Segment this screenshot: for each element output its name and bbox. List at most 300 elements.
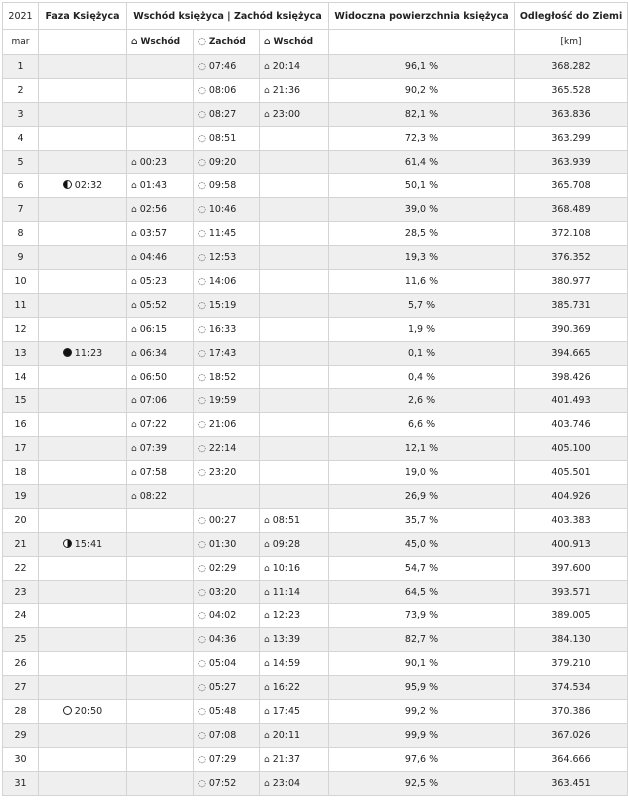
phase-cell — [39, 55, 127, 79]
moonset-icon: ◌ — [198, 778, 206, 789]
phase-time: 02:32 — [74, 180, 103, 192]
moonrise-cell-2 — [260, 102, 329, 126]
moonrise-icon: ⌂ — [131, 181, 137, 192]
moonrise-cell-time: 08:22 — [139, 490, 168, 502]
visible-surface-cell: 0,1 % — [329, 341, 515, 365]
moonset-label: Zachód — [208, 37, 246, 47]
moonset-icon: ◌ — [198, 754, 206, 765]
visible-surface-cell: 82,1 % — [329, 102, 515, 126]
moonset-cell — [194, 604, 260, 628]
distance-cell: 390.369 — [515, 317, 628, 341]
visible-surface-cell: 61,4 % — [329, 150, 515, 174]
visible-surface-cell: 99,9 % — [329, 723, 515, 747]
visible-surface-cell: 54,7 % — [329, 556, 515, 580]
distance-cell: 404.926 — [515, 485, 628, 509]
moonrise-cell-2 — [260, 676, 329, 700]
moonrise-icon: ⌂ — [131, 324, 137, 335]
visible-surface-cell: 95,9 % — [329, 676, 515, 700]
table-row — [3, 580, 628, 604]
moonrise-cell — [127, 508, 194, 532]
table-row — [3, 78, 628, 102]
distance-cell: 376.352 — [515, 246, 628, 270]
phase-cell — [39, 747, 127, 771]
moonset-icon: ◌ — [198, 611, 206, 622]
visible-surface-cell: 92,5 % — [329, 771, 515, 795]
moonrise-icon: ⌂ — [264, 659, 270, 670]
moonrise-cell-time: 01:43 — [139, 180, 168, 192]
moonset-icon: ◌ — [198, 706, 206, 717]
moonrise-cell — [127, 437, 194, 461]
moonrise-cell-2-time: 11:14 — [272, 586, 301, 598]
moonset-icon: ◌ — [198, 420, 206, 431]
moonrise-cell-2 — [260, 461, 329, 485]
visible-surface-cell: 96,1 % — [329, 55, 515, 79]
table-row — [3, 676, 628, 700]
phase-cell — [39, 198, 127, 222]
moonrise-icon: ⌂ — [131, 253, 137, 264]
moonrise-subheader — [127, 30, 194, 55]
moonrise-cell-2 — [260, 389, 329, 413]
table-row — [3, 652, 628, 676]
moonrise-cell — [127, 628, 194, 652]
moonset-cell-time: 12:53 — [208, 252, 237, 264]
moonrise-cell — [127, 317, 194, 341]
moonrise-icon: ⌂ — [264, 611, 270, 622]
distance-cell: 363.299 — [515, 126, 628, 150]
moonset-cell-time: 17:43 — [208, 347, 237, 359]
table-row — [3, 771, 628, 795]
moonset-cell — [194, 652, 260, 676]
moonrise-cell-2 — [260, 341, 329, 365]
visible-surface-cell: 28,5 % — [329, 222, 515, 246]
phase-cell — [39, 341, 127, 365]
moonset-cell-time: 03:20 — [208, 586, 237, 598]
moonrise-icon: ⌂ — [131, 444, 137, 455]
moonrise-icon: ⌂ — [131, 491, 137, 502]
moonrise-cell-time: 07:58 — [139, 467, 168, 479]
moonrise-label: Wschód — [140, 37, 181, 47]
day-cell: 27 — [3, 676, 39, 700]
moonset-icon: ◌ — [198, 348, 206, 359]
day-cell: 9 — [3, 246, 39, 270]
moonset-icon: ◌ — [198, 515, 206, 526]
distance-cell: 405.100 — [515, 437, 628, 461]
moonset-icon: ◌ — [198, 730, 206, 741]
moonset-cell — [194, 556, 260, 580]
moonrise-cell — [127, 293, 194, 317]
visible-surface-cell: 2,6 % — [329, 389, 515, 413]
moonset-icon: ◌ — [198, 181, 206, 192]
new-moon-icon — [63, 348, 72, 357]
phase-subheader — [39, 30, 127, 55]
moonset-cell-time: 16:33 — [208, 323, 237, 335]
moonset-icon: ◌ — [198, 396, 206, 407]
moonset-icon: ◌ — [198, 324, 206, 335]
moonrise-cell — [127, 198, 194, 222]
moonrise-cell-2 — [260, 198, 329, 222]
moonrise-cell-2 — [260, 317, 329, 341]
moonrise-icon: ⌂ — [131, 396, 137, 407]
moonrise-cell-2 — [260, 78, 329, 102]
moonrise-cell-2 — [260, 126, 329, 150]
moonrise-cell-2 — [260, 628, 329, 652]
visible-surface-cell: 45,0 % — [329, 532, 515, 556]
moonset-cell-time: 00:27 — [208, 514, 237, 526]
distance-cell: 389.005 — [515, 604, 628, 628]
phase-time: 20:50 — [74, 705, 103, 717]
day-cell: 7 — [3, 198, 39, 222]
phase-cell — [39, 365, 127, 389]
moonrise-cell-2 — [260, 580, 329, 604]
moonset-icon: ◌ — [198, 635, 206, 646]
moonrise-cell-time: 03:57 — [139, 228, 168, 240]
table-row — [3, 341, 628, 365]
visible-surface-cell: 73,9 % — [329, 604, 515, 628]
phase-cell — [39, 174, 127, 198]
phase-cell — [39, 508, 127, 532]
moonset-cell — [194, 771, 260, 795]
moonrise-cell-2 — [260, 485, 329, 509]
table-row — [3, 365, 628, 389]
moonrise-cell-2 — [260, 700, 329, 724]
moonrise-cell-2 — [260, 604, 329, 628]
day-cell: 19 — [3, 485, 39, 509]
day-cell: 26 — [3, 652, 39, 676]
phase-cell — [39, 222, 127, 246]
moonrise-icon: ⌂ — [264, 683, 270, 694]
table-row — [3, 126, 628, 150]
moonset-cell-time: 08:06 — [208, 84, 237, 96]
visible-surface-cell: 6,6 % — [329, 413, 515, 437]
moonrise-cell — [127, 556, 194, 580]
day-cell: 30 — [3, 747, 39, 771]
moonrise-icon: ⌂ — [131, 348, 137, 359]
visible-surface-cell: 5,7 % — [329, 293, 515, 317]
moonset-cell-time: 05:48 — [208, 705, 237, 717]
moonrise-cell-time: 05:23 — [139, 275, 168, 287]
moonrise-cell — [127, 126, 194, 150]
visible-surface-cell: 19,0 % — [329, 461, 515, 485]
moonset-icon: ◌ — [198, 61, 206, 72]
moonset-cell — [194, 126, 260, 150]
day-cell: 17 — [3, 437, 39, 461]
moonrise-cell — [127, 652, 194, 676]
moonrise-cell-2 — [260, 55, 329, 79]
moonrise-cell — [127, 532, 194, 556]
table-row — [3, 174, 628, 198]
day-cell: 29 — [3, 723, 39, 747]
moonset-icon: ◌ — [198, 109, 206, 120]
moonset-cell-time: 22:14 — [208, 443, 237, 455]
table-row — [3, 150, 628, 174]
phase-cell — [39, 150, 127, 174]
moonset-icon: ◌ — [198, 372, 206, 383]
moonset-cell — [194, 461, 260, 485]
moonrise-cell — [127, 485, 194, 509]
moonrise-cell-time: 06:34 — [139, 347, 168, 359]
distance-cell: 370.386 — [515, 700, 628, 724]
moonrise-cell — [127, 78, 194, 102]
moonrise-cell — [127, 771, 194, 795]
moonset-icon: ◌ — [198, 229, 206, 240]
moonrise-cell-2 — [260, 413, 329, 437]
phase-cell — [39, 723, 127, 747]
moonrise-cell-time: 07:39 — [139, 443, 168, 455]
moonset-icon: ◌ — [198, 563, 206, 574]
table-row — [3, 198, 628, 222]
moonrise-cell-time: 05:52 — [139, 299, 168, 311]
moonrise-cell — [127, 461, 194, 485]
table-row — [3, 270, 628, 294]
moonrise-cell — [127, 747, 194, 771]
last-moon-icon — [63, 180, 72, 189]
day-cell: 18 — [3, 461, 39, 485]
moonrise-icon: ⌂ — [264, 730, 270, 741]
moonrise-cell — [127, 389, 194, 413]
moonrise-icon: ⌂ — [264, 754, 270, 765]
visible-surface-cell: 26,9 % — [329, 485, 515, 509]
day-cell: 20 — [3, 508, 39, 532]
distance-cell: 363.939 — [515, 150, 628, 174]
distance-cell: 385.731 — [515, 293, 628, 317]
moonset-cell-time: 19:59 — [208, 395, 237, 407]
year-header: 2021 — [3, 3, 39, 30]
moonrise-cell — [127, 102, 194, 126]
moonset-cell-time: 21:06 — [208, 419, 237, 431]
moonrise-cell — [127, 222, 194, 246]
moonrise-cell-2 — [260, 652, 329, 676]
phase-cell — [39, 78, 127, 102]
moonset-cell-time: 07:52 — [208, 777, 237, 789]
moonset-cell — [194, 293, 260, 317]
header-row-sub — [3, 30, 628, 55]
moonset-cell-time: 05:04 — [208, 658, 237, 670]
distance-cell: 363.836 — [515, 102, 628, 126]
day-cell: 6 — [3, 174, 39, 198]
visible-surface-cell: 11,6 % — [329, 270, 515, 294]
phase-cell — [39, 652, 127, 676]
table-row — [3, 55, 628, 79]
moonset-icon: ◌ — [198, 205, 206, 216]
day-cell: 22 — [3, 556, 39, 580]
moonset-icon: ◌ — [198, 659, 206, 670]
rise-set-header: Wschód księżyca | Zachód księżyca — [127, 3, 329, 30]
visible-surface-cell: 90,1 % — [329, 652, 515, 676]
moonset-cell — [194, 341, 260, 365]
moonset-icon: ◌ — [198, 587, 206, 598]
day-cell: 8 — [3, 222, 39, 246]
first-moon-icon — [63, 539, 72, 548]
day-cell: 24 — [3, 604, 39, 628]
distance-cell: 384.130 — [515, 628, 628, 652]
visible-surface-subheader — [329, 30, 515, 55]
moonrise-cell-2 — [260, 747, 329, 771]
moonset-cell — [194, 55, 260, 79]
moonrise-cell-2-time: 12:23 — [272, 610, 301, 622]
moonrise-cell — [127, 723, 194, 747]
moonset-cell — [194, 747, 260, 771]
moonrise-cell-2 — [260, 771, 329, 795]
phase-cell — [39, 676, 127, 700]
visible-surface-cell: 97,6 % — [329, 747, 515, 771]
table-row — [3, 317, 628, 341]
moonrise-cell-2-time: 13:39 — [272, 634, 301, 646]
moonrise-icon: ⌂ — [264, 778, 270, 789]
phase-cell — [39, 580, 127, 604]
moonset-cell — [194, 317, 260, 341]
moonset-cell-time: 07:46 — [208, 60, 237, 72]
moonrise-cell-2 — [260, 437, 329, 461]
table-row — [3, 413, 628, 437]
phase-cell — [39, 461, 127, 485]
day-cell: 16 — [3, 413, 39, 437]
moonset-icon: ◌ — [198, 539, 206, 550]
phase-cell — [39, 126, 127, 150]
phase-cell — [39, 102, 127, 126]
moonset-cell — [194, 270, 260, 294]
phase-cell — [39, 604, 127, 628]
moonset-cell — [194, 532, 260, 556]
moonrise-cell — [127, 580, 194, 604]
moonset-icon: ◌ — [198, 276, 206, 287]
day-cell: 31 — [3, 771, 39, 795]
moonrise-cell-2 — [260, 508, 329, 532]
moonrise-cell-2 — [260, 222, 329, 246]
distance-cell: 363.451 — [515, 771, 628, 795]
distance-cell: 394.665 — [515, 341, 628, 365]
moonrise-cell-2-time: 17:45 — [272, 705, 301, 717]
visible-surface-cell: 12,1 % — [329, 437, 515, 461]
day-cell: 21 — [3, 532, 39, 556]
distance-cell: 401.493 — [515, 389, 628, 413]
day-cell: 2 — [3, 78, 39, 102]
phase-cell — [39, 771, 127, 795]
moonrise-icon: ⌂ — [131, 276, 137, 287]
moonset-icon: ◌ — [198, 300, 206, 311]
moonset-cell-time: 02:29 — [208, 562, 237, 574]
distance-cell: 368.489 — [515, 198, 628, 222]
table-row — [3, 604, 628, 628]
moonrise-icon: ⌂ — [264, 37, 271, 47]
moonset-cell — [194, 246, 260, 270]
table-row — [3, 508, 628, 532]
moonrise-cell-2 — [260, 365, 329, 389]
moonrise-cell-time: 04:46 — [139, 252, 168, 264]
moonrise-cell-2 — [260, 723, 329, 747]
day-cell: 11 — [3, 293, 39, 317]
day-cell: 10 — [3, 270, 39, 294]
table-row — [3, 556, 628, 580]
moonrise-icon: ⌂ — [264, 85, 270, 96]
moon-calendar-table — [2, 2, 628, 796]
moonrise-cell-2-time: 08:51 — [272, 514, 301, 526]
moonrise-cell — [127, 365, 194, 389]
moonset-cell — [194, 78, 260, 102]
moonrise-cell — [127, 150, 194, 174]
header-row-main — [3, 3, 628, 30]
table-row — [3, 293, 628, 317]
distance-cell: 374.534 — [515, 676, 628, 700]
moonset-cell — [194, 102, 260, 126]
phase-header: Faza Księżyca — [39, 3, 127, 30]
moonset-icon: ◌ — [198, 468, 206, 479]
moonrise-icon: ⌂ — [131, 300, 137, 311]
moonrise-cell-2 — [260, 270, 329, 294]
visible-surface-cell: 99,2 % — [329, 700, 515, 724]
moonrise-cell-2 — [260, 293, 329, 317]
phase-cell — [39, 270, 127, 294]
moonset-cell-time: 08:27 — [208, 108, 237, 120]
full-moon-icon — [63, 706, 72, 715]
phase-cell — [39, 532, 127, 556]
moonset-icon: ◌ — [198, 253, 206, 264]
moonset-icon: ◌ — [198, 683, 206, 694]
moonset-cell — [194, 222, 260, 246]
moonrise-cell — [127, 55, 194, 79]
moonrise-icon: ⌂ — [131, 372, 137, 383]
distance-cell: 403.746 — [515, 413, 628, 437]
phase-cell — [39, 246, 127, 270]
visible-surface-cell: 19,3 % — [329, 246, 515, 270]
moonrise-cell-2-time: 20:11 — [272, 729, 301, 741]
moonrise-icon: ⌂ — [264, 61, 270, 72]
moonrise-icon: ⌂ — [131, 157, 137, 168]
moonrise-cell-2 — [260, 556, 329, 580]
phase-cell — [39, 628, 127, 652]
moonrise-icon: ⌂ — [264, 515, 270, 526]
moonset-cell-time: 09:20 — [208, 156, 237, 168]
moonrise-icon: ⌂ — [131, 420, 137, 431]
moonrise-cell-2-time: 21:37 — [272, 753, 301, 765]
table-row — [3, 102, 628, 126]
moonrise-cell-time: 07:22 — [139, 419, 168, 431]
visible-surface-cell: 39,0 % — [329, 198, 515, 222]
distance-cell: 367.026 — [515, 723, 628, 747]
moonset-icon: ◌ — [198, 444, 206, 455]
day-cell: 23 — [3, 580, 39, 604]
moonrise-cell — [127, 246, 194, 270]
moonset-cell — [194, 700, 260, 724]
day-cell: 28 — [3, 700, 39, 724]
moonset-cell-time: 10:46 — [208, 204, 237, 216]
moonrise-cell-2-time: 20:14 — [272, 60, 301, 72]
moonset-cell-time: 15:19 — [208, 299, 237, 311]
table-row — [3, 437, 628, 461]
moonrise-icon: ⌂ — [264, 706, 270, 717]
moonrise-cell-2-time: 23:04 — [272, 777, 301, 789]
moonset-cell-time: 07:29 — [208, 753, 237, 765]
table-row — [3, 628, 628, 652]
distance-cell: 405.501 — [515, 461, 628, 485]
moonset-cell — [194, 628, 260, 652]
moonset-cell — [194, 198, 260, 222]
table-row — [3, 532, 628, 556]
moonrise-icon: ⌂ — [264, 587, 270, 598]
distance-cell: 393.571 — [515, 580, 628, 604]
moonrise-cell-2-time: 16:22 — [272, 682, 301, 694]
moonset-cell-time: 14:06 — [208, 275, 237, 287]
moonrise-icon: ⌂ — [264, 539, 270, 550]
moonset-cell — [194, 437, 260, 461]
moonrise-label: Wschód — [273, 37, 314, 47]
phase-cell — [39, 437, 127, 461]
distance-cell: 380.977 — [515, 270, 628, 294]
moonrise-cell — [127, 270, 194, 294]
moonrise-cell — [127, 676, 194, 700]
moonset-cell — [194, 580, 260, 604]
day-cell: 15 — [3, 389, 39, 413]
table-row — [3, 485, 628, 509]
